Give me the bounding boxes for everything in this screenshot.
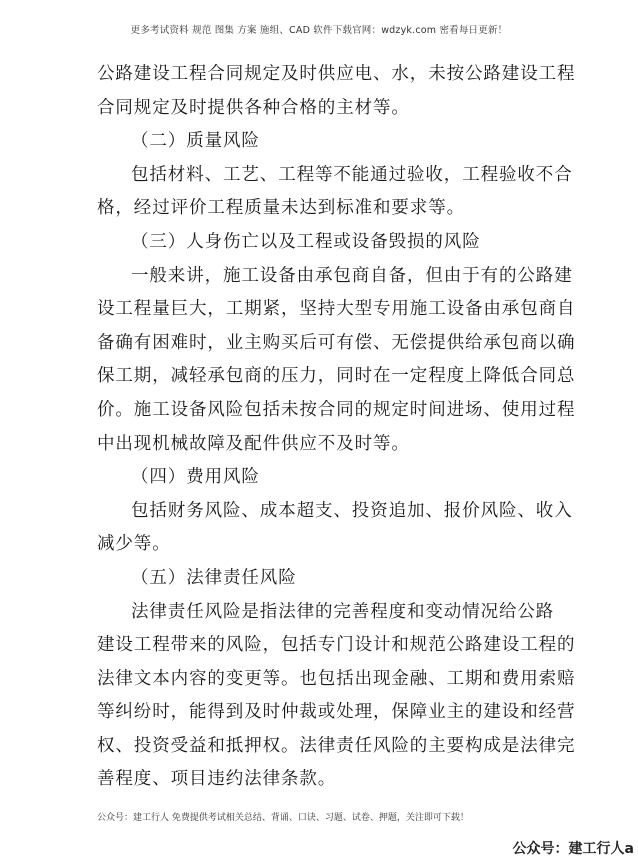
body-line: 建设工程带来的风险，包括专门设计和规范公路建设工程的 [97, 635, 576, 656]
document-body [97, 58, 576, 797]
body-line: 法律责任风险是指法律的完善程度和变动情况给公路 [131, 601, 555, 622]
body-line: 中出现机械故障及配件供应不及时等。 [97, 433, 410, 454]
body-line: 包括财务风险、成本超支、投资追加、报价风险、收入 [131, 500, 573, 521]
body-line: 价。施工设备风险包括未按合同的规定时间进场、使用过程 [97, 399, 576, 420]
account-watermark: 公众号：建工行人a [512, 841, 634, 857]
section-heading-legal-risk: （五）法律责任风险 [131, 567, 297, 588]
body-line: 一般来讲，施工设备由承包商自备，但由于有的公路建 [131, 265, 573, 286]
body-line: 善程度、项目违约法律条款。 [97, 769, 337, 790]
body-line: 格，经过评价工程质量未达到标准和要求等。 [97, 198, 465, 219]
body-line: 权、投资受益和抵押权。法律责任风险的主要构成是法律完 [97, 735, 576, 756]
body-line: 保工期，减轻承包商的压力，同时在一定程度上降低合同总 [97, 366, 576, 387]
body-line: 备确有困难时，业主购买后可有偿、无偿提供给承包商以确 [97, 332, 576, 353]
body-line: 减少等。 [97, 534, 171, 555]
section-heading-quality-risk: （二）质量风险 [131, 131, 260, 152]
page-header: 更多考试资料 规范 图集 方案 施组、CAD 软件下载官网：wdzyk.com 密看每日更新！ [130, 25, 508, 36]
body-line: 设工程量巨大，工期紧，坚持大型专用施工设备由承包商自 [97, 299, 576, 320]
page-footer: 公众号：建工行人 免费提供考试相关总结、背诵、口诀、习题、试卷、押题，关注即可下载！ [97, 813, 469, 823]
section-heading-cost-risk: （四）费用风险 [131, 467, 260, 488]
body-line: 等纠纷时，能得到及时仲裁或处理，保障业主的建设和经营 [97, 702, 576, 723]
body-line: 法律文本内容的变更等。也包括出现金融、工期和费用索赔 [97, 668, 576, 689]
body-line: 公路建设工程合同规定及时供应电、水，未按公路建设工程 [97, 64, 576, 84]
body-line: 合同规定及时提供各种合格的主材等。 [97, 97, 410, 118]
section-heading-injury-damage-risk: （三）人身伤亡以及工程或设备毁损的风险 [131, 231, 481, 252]
body-line: 包括材料、工艺、工程等不能通过验收，工程验收不合 [131, 164, 573, 185]
